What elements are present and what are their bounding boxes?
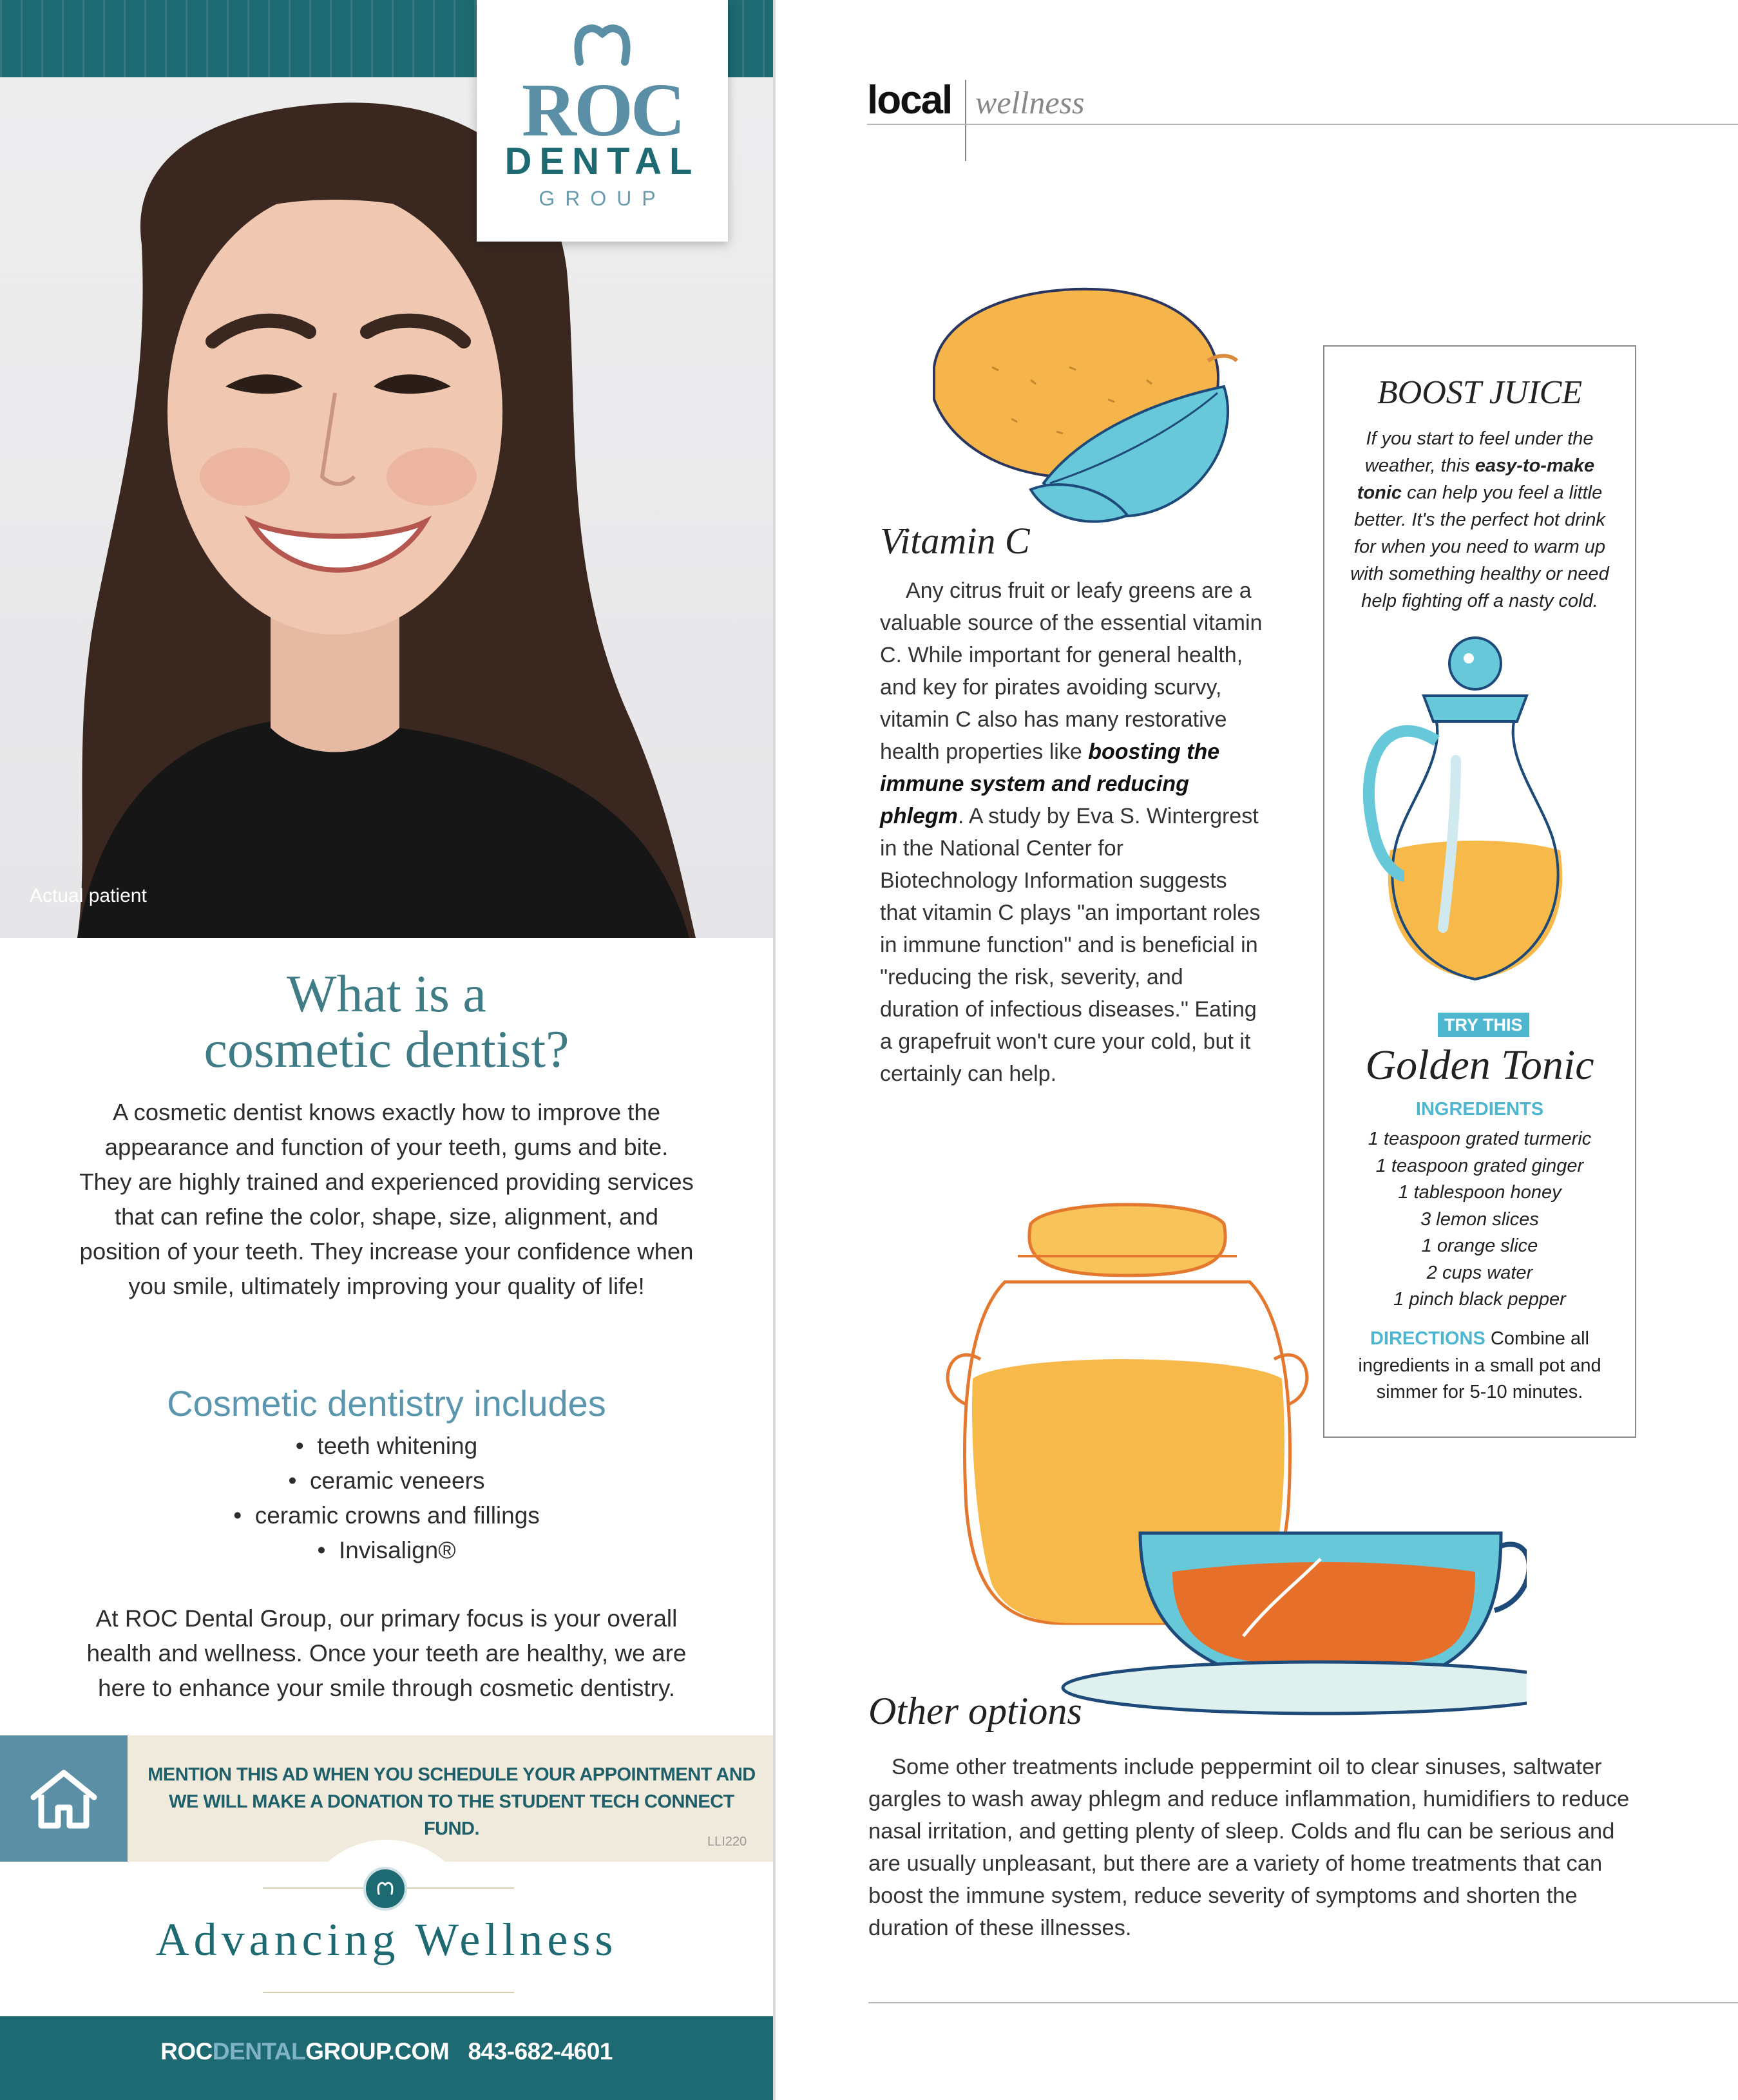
other-options-title: Other options xyxy=(868,1690,1082,1732)
other-options-body: Some other treatments include peppermint oil to clear sinuses, saltwater gargles to wash away phlegm and reduce inflammation, humidifiers to reduce nasal irritation, and getting plenty of sleep. Colds and flu can be serious and are usually unpleasant, but there are a variety of home treatments that can boost the immune system, reduce severity of symptoms and shorten the duration of these illnesses. xyxy=(868,1755,1630,1940)
phone-number[interactable]: 843-682-4601 xyxy=(468,2038,613,2065)
tagline: Advancing Wellness xyxy=(155,1914,618,1965)
roc-dental-logo xyxy=(477,0,728,242)
includes-heading: Cosmetic dentistry includes xyxy=(167,1383,606,1424)
photo-caption: Actual patient xyxy=(30,885,147,906)
ad-heading-line1: What is a xyxy=(287,964,486,1023)
recipe-name: Golden Tonic xyxy=(1365,1042,1594,1089)
donation-banner-text xyxy=(147,1761,756,1842)
website-link[interactable] xyxy=(160,2038,449,2065)
focus-paragraph: At ROC Dental Group, our primary focus is your overall health and wellness. Once your teeth are healthy, we are here to enhance your smile through cosmetic dentistry. xyxy=(86,1605,687,1701)
list-item: • Invisalign® xyxy=(0,1533,773,1568)
intro-emphasis: easy-to-make tonic xyxy=(1357,455,1595,503)
header-rule xyxy=(867,124,1738,125)
ad-heading-line2: cosmetic dentist? xyxy=(204,1020,569,1078)
section-label-wellness: wellness xyxy=(975,84,1085,120)
logo-group: GROUP xyxy=(539,187,666,210)
pitcher-illustration xyxy=(1346,631,1604,1005)
body-text: Any citrus fruit or leafy greens are a valuable source of the essential vitamin C. While important for general health, and key for pirates avoiding scurvy, vitamin C also has many restorative health properties like xyxy=(880,578,1263,764)
list-item: 3 lemon slices xyxy=(1420,1208,1539,1230)
banner-line-2: WE WILL MAKE A DONATION TO THE STUDENT TECH CONNECT FUND. xyxy=(169,1791,734,1839)
intro-text: If you start to feel under the weather, this xyxy=(1364,428,1594,476)
tooth-icon xyxy=(573,23,631,68)
url-part-accent: DENTAL xyxy=(212,2038,306,2065)
body-emphasis: boosting the immune system and reducing phlegm xyxy=(880,740,1220,828)
footer-rule xyxy=(868,2002,1738,2003)
directions xyxy=(1349,1326,1610,1406)
tooth-badge-icon xyxy=(363,1867,407,1911)
list-item: 1 orange slice xyxy=(1421,1236,1538,1256)
url-part: ROC xyxy=(160,2038,213,2065)
ad-code: LLI220 xyxy=(707,1835,747,1849)
sidebar-title: BOOST JUICE xyxy=(1377,374,1583,411)
divider xyxy=(263,1992,514,1993)
logo-dental: DENTAL xyxy=(504,140,700,182)
sidebar-intro xyxy=(1341,425,1618,615)
home-icon-block xyxy=(0,1735,128,1862)
list-item: 2 cups water xyxy=(1426,1262,1533,1283)
lemon-illustration xyxy=(915,271,1263,541)
list-item: 1 pinch black pepper xyxy=(1393,1289,1566,1310)
ad-heading xyxy=(0,966,773,1077)
directions-text: Combine all ingredients in a small pot and simmer for 5-10 minutes. xyxy=(1358,1328,1601,1402)
includes-list xyxy=(0,1429,773,1568)
ingredients-heading: INGREDIENTS xyxy=(1415,1099,1544,1120)
intro-text: can help you feel a little better. It's the perfect hot drink for when you need to warm up with something healthy or need help fighting off a nasty cold. xyxy=(1350,482,1609,611)
body-text: . A study by Eva S. Wintergrest in the National Center for Biotechnology Information suggests that vitamin C plays "an important roles in immune function" and is beneficial in "reducing the risk, severity, and duration of infectious diseases." Eating a grapefruit won't cure your cold, but it certainly can help. xyxy=(880,804,1261,1086)
try-this-label: TRY THIS xyxy=(1438,1013,1529,1037)
tooth-icon xyxy=(376,1881,394,1896)
list-item: 1 teaspoon grated ginger xyxy=(1375,1155,1584,1176)
vitamin-c-body xyxy=(880,575,1266,1090)
vitamin-c-title: Vitamin C xyxy=(880,520,1030,562)
section-divider xyxy=(965,80,966,161)
list-item: • ceramic crowns and fillings xyxy=(0,1498,773,1533)
ingredients-list xyxy=(1323,1126,1636,1313)
list-item: • teeth whitening xyxy=(0,1429,773,1464)
section-label-local: local xyxy=(867,78,952,122)
banner-line-1: MENTION THIS AD WHEN YOU SCHEDULE YOUR APPOINTMENT AND xyxy=(148,1764,756,1785)
url-part: GROUP.COM xyxy=(305,2038,450,2065)
list-item: 1 tablespoon honey xyxy=(1398,1182,1561,1203)
directions-heading: DIRECTIONS xyxy=(1370,1328,1485,1349)
list-item: • ceramic veneers xyxy=(0,1464,773,1498)
home-icon xyxy=(30,1768,98,1829)
list-item: 1 teaspoon grated turmeric xyxy=(1368,1129,1592,1149)
footer-contact xyxy=(0,2038,773,2065)
logo-roc: ROC xyxy=(521,68,683,152)
ad-description: A cosmetic dentist knows exactly how to improve the appearance and function of your teeth, gums and bite. They are highly trained and experienced providing services that can refine the color, shape, size, alignment, and position of your teeth. They increase your confidence when you smile, ultimately improving your quality of life! xyxy=(79,1099,694,1299)
